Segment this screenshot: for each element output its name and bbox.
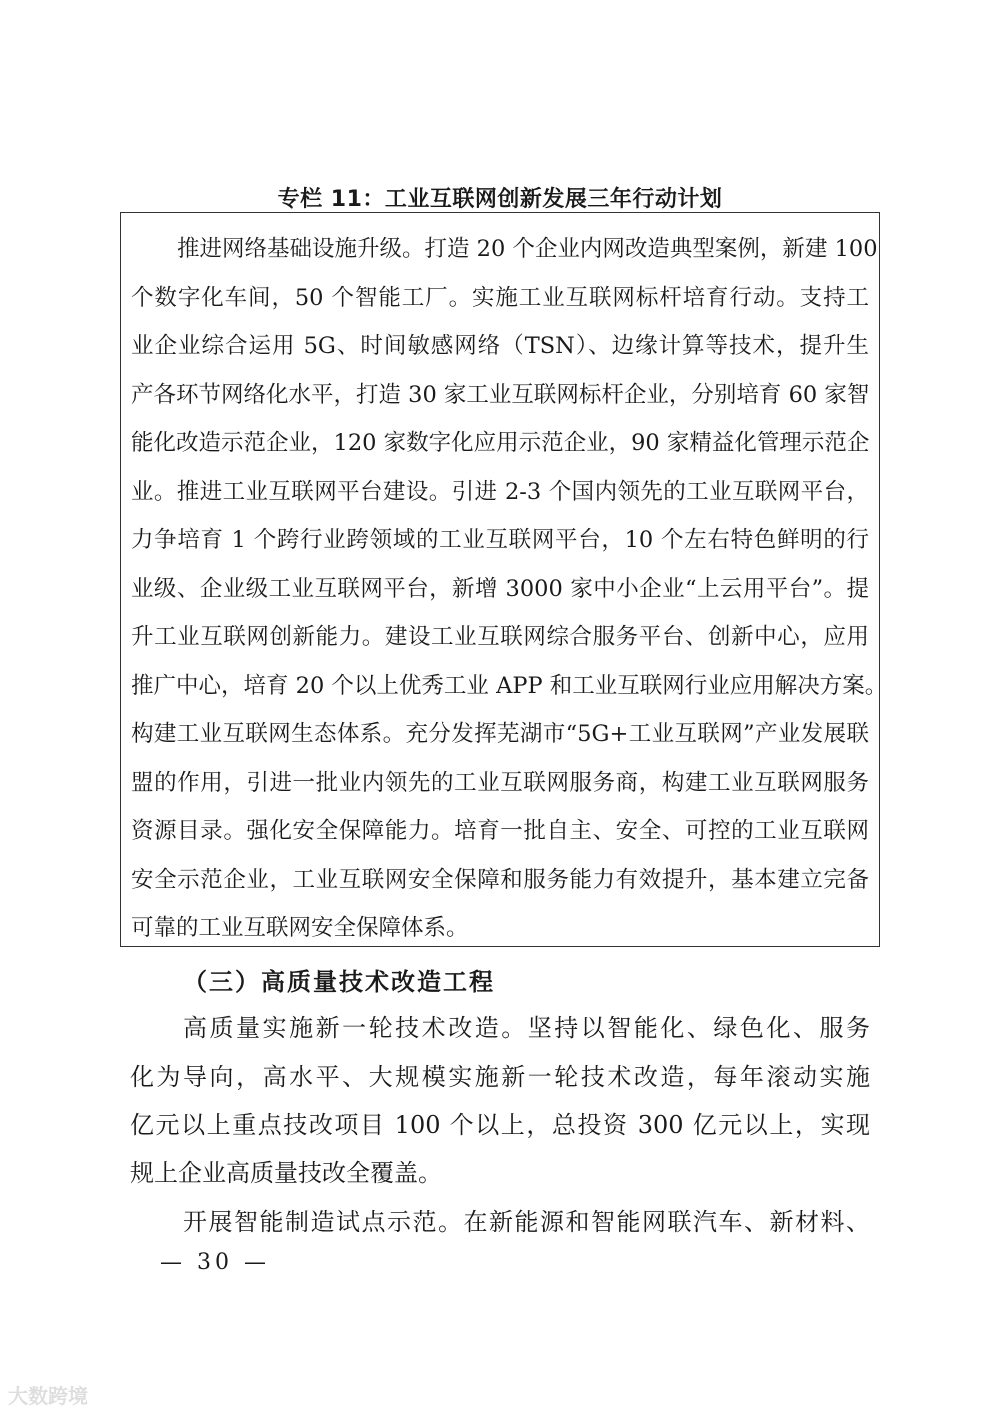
page-number: — 30 — xyxy=(160,1250,270,1275)
box-text-line: 业。推进工业互联网平台建设。引进 2-3 个国内领先的工业互联网平台， xyxy=(131,478,869,505)
box-text-line: 业级、企业级工业互联网平台，新增 3000 家中小企业“上云用平台”。提 xyxy=(131,575,869,602)
watermark-logo: 大数跨境 xyxy=(8,1384,88,1408)
box-text-line: 能化改造示范企业，120 家数字化应用示范企业，90 家精益化管理示范企 xyxy=(131,430,870,456)
box-text-line: 资源目录。强化安全保障能力。培育一批自主、安全、可控的工业互联网 xyxy=(131,818,869,844)
box-text-line: 可靠的工业互联网安全保障体系。 xyxy=(131,915,469,941)
body-text-line: 规上企业高质量技改全覆盖。 xyxy=(130,1159,442,1187)
box-title: 专栏 11：工业互联网创新发展三年行动计划 xyxy=(277,187,723,212)
box-text-line: 力争培育 1 个跨行业跨领域的工业互联网平台，10 个左右特色鲜明的行 xyxy=(131,527,869,553)
box-text-line: 推进网络基础设施升级。打造 20 个企业内网改造典型案例，新建 100 xyxy=(177,236,878,262)
box-text-line: 构建工业互联网生态体系。充分发挥芜湖市“5G+工业互联网”产业发展联 xyxy=(131,721,869,747)
box-text-line: 盟的作用，引进一批业内领先的工业互联网服务商，构建工业互联网服务 xyxy=(131,769,869,796)
body-text-line: 高质量实施新一轮技术改造。坚持以智能化、绿色化、服务 xyxy=(183,1014,870,1042)
box-text-line: 推广中心，培育 20 个以上优秀工业 APP 和工业互联网行业应用解决方案。 xyxy=(131,672,888,699)
body-text-line: 开展智能制造试点示范。在新能源和智能网联汽车、新材料、 xyxy=(183,1208,870,1236)
section-heading: （三）高质量技术改造工程 xyxy=(183,968,495,996)
box-text-line: 升工业互联网创新能力。建设工业互联网综合服务平台、创新中心，应用 xyxy=(131,624,869,650)
box-text-line: 业企业综合运用 5G、时间敏感网络（TSN）、边缘计算等技术，提升生 xyxy=(131,333,869,359)
box-text-line: 产各环节网络化水平，打造 30 家工业互联网标杆企业，分别培育 60 家智 xyxy=(131,381,870,408)
body-text-line: 化为导向，高水平、大规模实施新一轮技术改造，每年滚动实施 xyxy=(130,1063,870,1091)
sidebar-box xyxy=(120,212,888,947)
body-text-line: 亿元以上重点技改项目 100 个以上，总投资 300 亿元以上，实现 xyxy=(130,1111,870,1139)
box-text-line: 个数字化车间，50 个智能工厂。实施工业互联网标杆培育行动。支持工 xyxy=(131,284,869,311)
box-text-line: 安全示范企业，工业互联网安全保障和服务能力有效提升，基本建立完备 xyxy=(131,866,869,893)
